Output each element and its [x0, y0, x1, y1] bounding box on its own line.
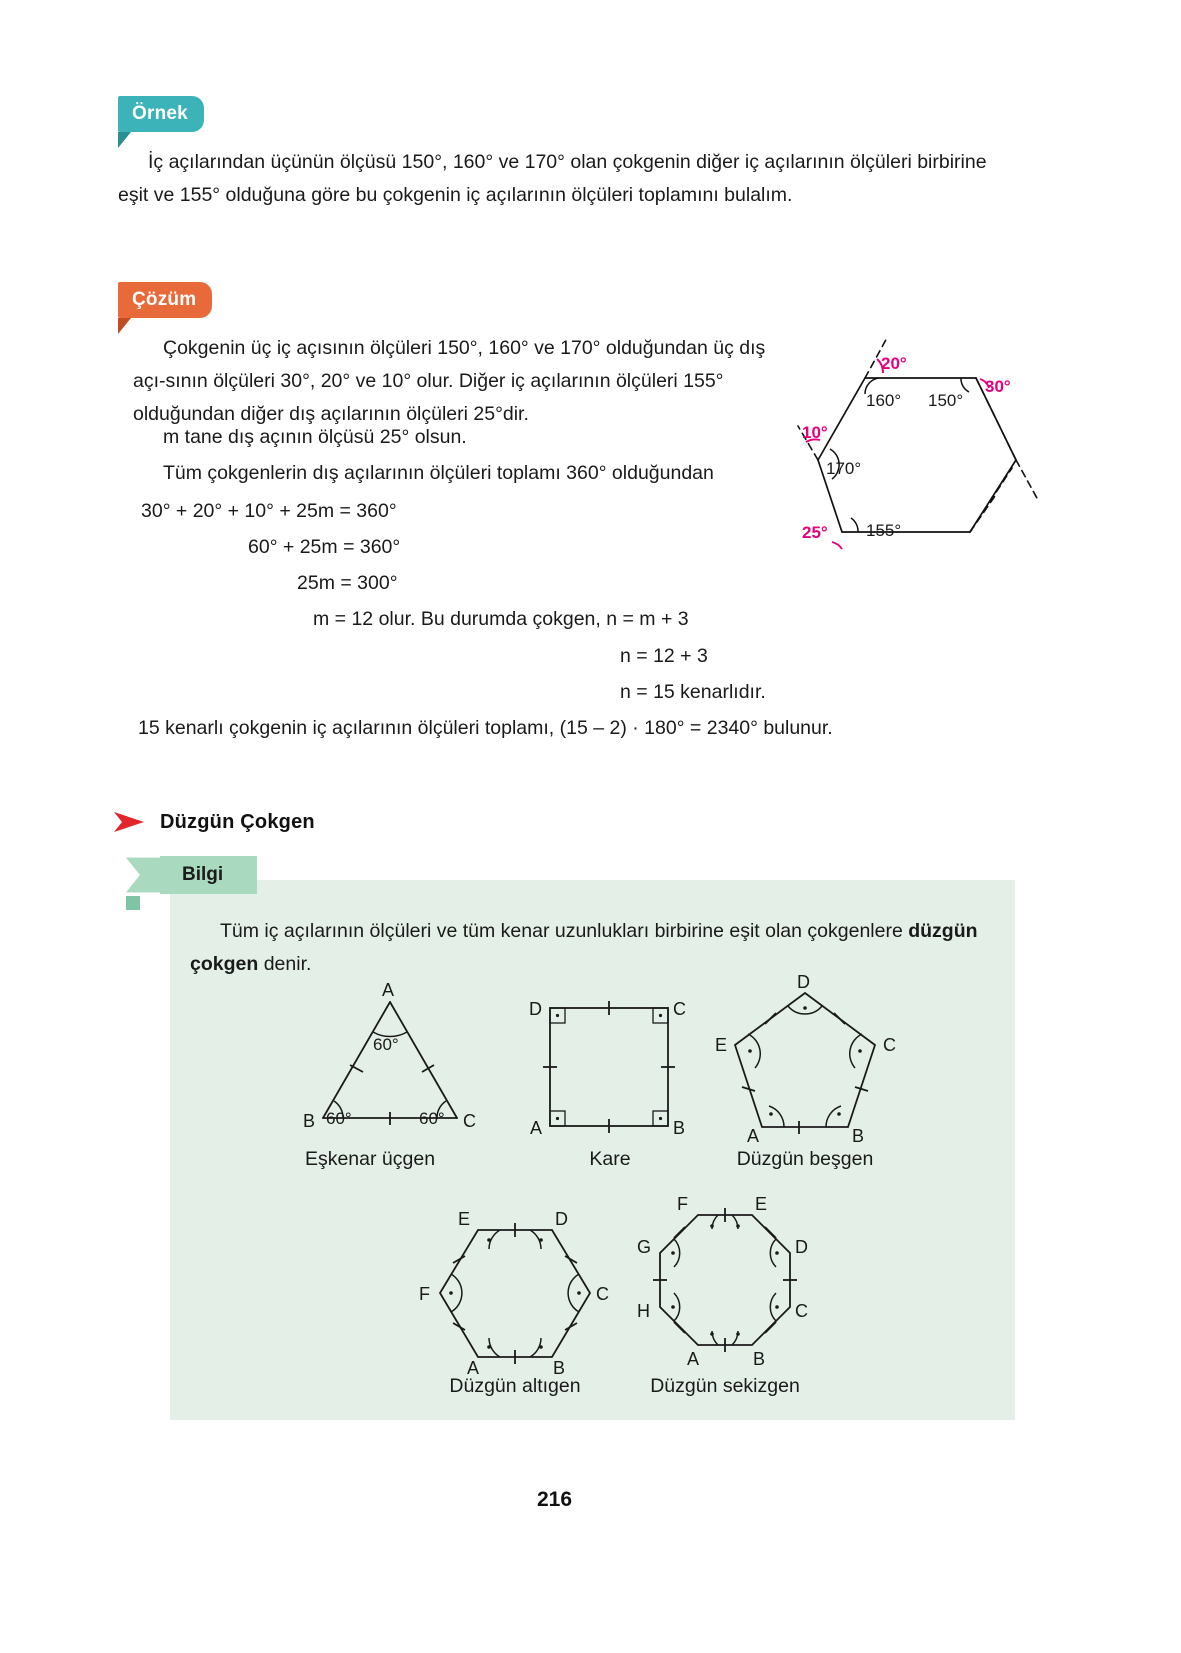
bilgi-text-part-1: Tüm iç açılarının ölçüleri ve tüm kenar uzunlukları birbirine eşit olan çokgenlere [220, 920, 909, 942]
equation-line-2: 60° + 25m = 360° [248, 536, 401, 558]
hexagon-exterior-10: 10° [802, 423, 828, 442]
solution-paragraph-2: m tane dış açının ölçüsü 25° olsun. [163, 426, 467, 448]
vertex-label-D: D [555, 1209, 568, 1229]
caption-square: Kare [589, 1148, 631, 1170]
vertex-label-D: D [797, 975, 810, 992]
vertex-label-E: E [458, 1209, 471, 1229]
equation-line-6: n = 15 kenarlıdır. [620, 681, 766, 703]
solution-paragraph-1: Çokgenin üç iç açısının ölçüleri 150°, 160° ve 170° olduğundan üç dış açı-sının ölçüleri 30°, 20° ve 10° olur. Diğer iç açılarının ölçüleri 155° olduğundan diğer dış açılarının ölçüleri 25°dir. [133, 337, 766, 425]
vertex-label-C: C [795, 1301, 808, 1321]
hexagon-interior-170: 170° [826, 459, 862, 478]
bilgi-body-text [190, 915, 996, 981]
vertex-label-F: F [419, 1284, 430, 1304]
example-text: İç açılarından üçünün ölçüsü 150°, 160° ve 170° olan çokgenin diğer iç açılarının ölçüleri birbirine eşit ve 155° olduğuna göre bu çokgenin iç açılarının ölçüleri toplamını bulalım. [118, 151, 987, 206]
figure-square [525, 990, 695, 1150]
vertex-label-H: H [637, 1301, 650, 1321]
equation-line-3: 25m = 300° [297, 572, 398, 594]
hexagon-exterior-angle-diagram [780, 318, 1040, 568]
figure-regular-hexagon [415, 1205, 615, 1375]
angle-label-A-60: 60° [373, 1035, 399, 1054]
solution-paragraph-3: Tüm çokgenlerin dış açılarının ölçüleri toplamı 360° olduğundan [163, 462, 714, 484]
vertex-label-B: B [553, 1358, 566, 1375]
hexagon-interior-150: 150° [928, 391, 964, 410]
equation-line-4: m = 12 olur. Bu durumda çokgen, n = m + 3 [313, 608, 689, 630]
bilgi-tab [160, 856, 257, 894]
caption-regular-pentagon: Düzgün beşgen [736, 1148, 874, 1170]
equation-line-1: 30° + 20° + 10° + 25m = 360° [141, 500, 397, 522]
caption-equilateral-triangle: Eşkenar üçgen [304, 1148, 436, 1170]
vertex-label-A: A [687, 1349, 700, 1369]
vertex-label-A: A [747, 1126, 760, 1146]
vertex-label-F: F [677, 1195, 688, 1214]
caption-regular-hexagon: Düzgün altıgen [449, 1375, 581, 1397]
vertex-label-E: E [715, 1035, 728, 1055]
section-title: Düzgün Çokgen [160, 810, 315, 833]
equation-line-5: n = 12 + 3 [620, 645, 708, 667]
angle-label-B-60: 60° [326, 1109, 352, 1128]
cozum-tab-label: Çözüm [118, 282, 212, 318]
hexagon-exterior-25: 25° [802, 523, 828, 542]
solution-conclusion: 15 kenarlı çokgenin iç açılarının ölçüleri toplamı, (15 – 2) · 180° = 2340° bulunur. [138, 717, 833, 739]
vertex-label-D: D [795, 1237, 808, 1257]
vertex-label-A: A [530, 1118, 543, 1138]
page-number: 216 [537, 1488, 573, 1511]
hexagon-interior-160: 160° [866, 391, 902, 410]
bilgi-tab-fold [126, 896, 140, 910]
cozum-ribbon [118, 282, 212, 318]
red-arrow-icon [112, 810, 148, 834]
ornek-ribbon [118, 96, 204, 132]
vertex-label-A: A [467, 1358, 480, 1375]
figure-regular-pentagon [705, 975, 905, 1150]
vertex-label-A: A [382, 980, 395, 1000]
ornek-tab-label: Örnek [118, 96, 204, 132]
bilgi-text-bold: düzgün çokgen [190, 920, 978, 975]
vertex-label-E: E [755, 1195, 768, 1214]
vertex-label-B: B [753, 1349, 766, 1369]
bilgi-text-part-2: denir. [258, 953, 312, 975]
vertex-label-G: G [637, 1237, 652, 1257]
vertex-label-B: B [303, 1111, 316, 1131]
cozum-tab-fold [118, 318, 131, 334]
hexagon-exterior-30: 30° [985, 377, 1011, 396]
caption-regular-octagon: Düzgün sekizgen [650, 1375, 800, 1397]
figure-equilateral-triangle [295, 980, 495, 1150]
bilgi-tab-label: Bilgi [182, 864, 224, 885]
section-heading-duzgun-cokgen [112, 810, 315, 834]
vertex-label-B: B [673, 1118, 686, 1138]
hexagon-exterior-20: 20° [881, 354, 907, 373]
vertex-label-C: C [883, 1035, 896, 1055]
vertex-label-C: C [673, 999, 686, 1019]
vertex-label-C: C [463, 1111, 476, 1131]
figure-regular-octagon [625, 1195, 825, 1375]
vertex-label-C: C [596, 1284, 609, 1304]
vertex-label-D: D [529, 999, 542, 1019]
vertex-label-B: B [852, 1126, 865, 1146]
hexagon-interior-155: 155° [866, 521, 902, 540]
angle-label-C-60: 60° [419, 1109, 445, 1128]
